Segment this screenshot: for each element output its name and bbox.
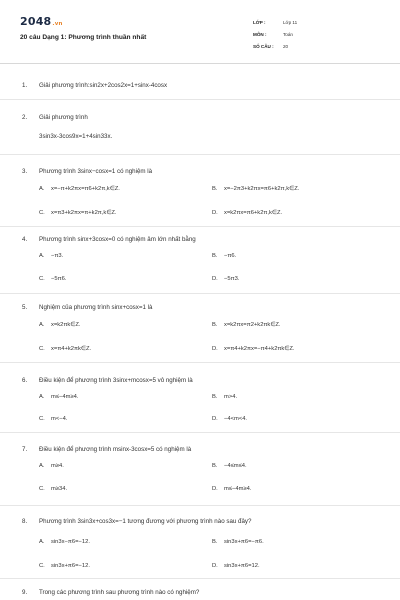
question-number: 9. [22,589,28,596]
option-text: x=−2π3+k2πx=π6+k2π,k∈Z. [224,186,300,192]
option-c[interactable] [39,276,66,283]
question-number: 6. [22,377,28,384]
worksheet-header [0,0,400,64]
option-letter: A. [39,253,45,259]
option-c[interactable] [39,210,117,217]
worksheet-meta [253,17,373,53]
meta-value: 20 [283,44,289,50]
option-text: −π6. [224,253,237,259]
meta-row-class [253,17,373,29]
option-a[interactable] [39,253,63,260]
option-d[interactable] [212,416,247,423]
option-letter: A. [39,463,45,469]
option-text: −5π6. [51,276,67,282]
option-letter: D. [212,486,218,492]
option-text: m≥34. [51,486,68,492]
option-a[interactable] [39,539,90,546]
option-d[interactable] [212,210,282,217]
option-a[interactable] [39,394,78,401]
meta-row-subject [253,29,373,41]
option-letter: C. [39,563,45,569]
question-6 [22,377,382,422]
option-text: m≤−4m≥4. [224,486,252,492]
question-1 [22,82,382,90]
option-letter: B. [212,322,218,328]
option-letter: B. [212,463,218,469]
question-text: Nghiệm của phương trình sinx+cosx=1 là [39,304,153,311]
option-letter: D. [212,563,218,569]
option-text: m<−4. [51,416,68,422]
divider [0,293,400,294]
option-a[interactable] [39,186,120,193]
site-logo[interactable] [20,15,63,29]
question-number: 8. [22,518,28,525]
option-text: −4≤m≤4. [224,463,247,469]
option-text: −π3. [51,253,64,259]
meta-value: Toán [283,32,293,38]
option-text: x=π3+k2πx=π+k2π,k∈Z. [51,210,117,216]
divider [0,362,400,363]
option-text: m≥4. [51,463,64,469]
question-number: 2. [22,114,28,121]
meta-label: MÔN : [253,32,267,38]
option-letter: C. [39,416,45,422]
option-text: x=k2πx=π6+k2π,k∈Z. [224,210,283,216]
option-text: sin3x+π6=−12. [51,563,90,569]
question-5 [22,304,382,352]
meta-label: SỐ CÂU : [253,44,274,50]
question-number: 1. [22,82,28,89]
question-7 [22,446,382,492]
option-text: x=−π+k2πx=π6+k2π,k∈Z. [51,186,120,192]
question-number: 3. [22,168,28,175]
option-d[interactable] [212,563,260,570]
question-number: 4. [22,236,28,243]
option-text: m≤−4m≥4. [51,394,79,400]
question-text: Phương trình 3sin3x+cos3x=−1 tương đương với phương trình nào sau đây? [39,518,252,525]
meta-label: LỚP : [253,20,266,26]
question-2 [22,114,382,141]
question-text: Điều kiện để phương trình 3sinx+mcosx=5 vô nghiệm là [39,377,193,384]
option-letter: A. [39,394,45,400]
option-text: x=π4+k2πx=−π4+k2πk∈Z. [224,346,295,352]
question-text: Giải phương trình [39,114,88,121]
option-text: sin3x+π6=12. [224,563,260,569]
worksheet-title: 20 câu Dạng 1: Phương trình thuần nhất [20,34,147,41]
option-c[interactable] [39,563,90,570]
option-letter: D. [212,210,218,216]
option-letter: D. [212,346,218,352]
question-4 [22,236,382,282]
logo-suffix: .vn [52,21,63,27]
question-text: Trong các phương trình sau phương trình nào có nghiệm? [39,589,200,596]
question-formula: 3sin3x-3cos9x=1+4sin33x. [39,132,113,140]
option-d[interactable] [212,276,239,283]
option-letter: C. [39,486,45,492]
option-letter: B. [212,253,218,259]
meta-row-count [253,41,373,53]
option-b[interactable] [212,463,247,470]
option-text: x=k2πk∈Z. [51,322,81,328]
option-d[interactable] [212,486,251,493]
option-c[interactable] [39,486,67,493]
logo-main: 2048 [20,15,52,28]
option-letter: A. [39,322,45,328]
question-number: 7. [22,446,28,453]
question-3 [22,168,382,216]
question-number: 5. [22,304,28,311]
option-b[interactable] [212,394,237,401]
option-b[interactable] [212,322,281,329]
option-c[interactable] [39,416,67,423]
option-text: −4<m<4. [224,416,248,422]
option-b[interactable] [212,539,264,546]
question-9 [22,589,382,597]
divider [0,226,400,227]
option-letter: C. [39,210,45,216]
option-letter: A. [39,186,45,192]
meta-value: Lớp 11 [283,20,298,26]
question-text: Phương trình sinx+3cosx=0 có nghiệm âm lớn nhất bằng [39,236,196,243]
option-letter: C. [39,346,45,352]
question-8 [22,518,382,569]
divider [0,99,400,100]
divider [0,432,400,433]
divider [0,578,400,579]
option-text: m>4. [224,394,238,400]
option-letter: D. [212,416,218,422]
question-text: Điều kiện để phương trình msinx-3cosx=5 có nghiệm là [39,446,192,453]
option-letter: B. [212,394,218,400]
option-letter: D. [212,276,218,282]
option-text: −5π3. [224,276,240,282]
option-b[interactable] [212,186,299,193]
question-text: Phương trình 3sinx−cosx=1 có nghiệm là [39,168,153,175]
option-d[interactable] [212,346,295,353]
option-c[interactable] [39,346,91,353]
question-text: Giải phương trình:sin2x+2cos2x=1+sinx-4cosx [39,82,168,89]
divider [0,505,400,506]
option-b[interactable] [212,253,236,260]
option-a[interactable] [39,463,64,470]
option-letter: B. [212,539,218,545]
option-letter: B. [212,186,218,192]
option-letter: A. [39,539,45,545]
option-text: sin3x+π6=−π6. [224,539,264,545]
option-text: sin3x−π6=−12. [51,539,90,545]
option-a[interactable] [39,322,81,329]
option-text: x=π4+k2πk∈Z. [51,346,92,352]
option-letter: C. [39,276,45,282]
divider [0,154,400,155]
option-text: x=k2πx=π2+k2πk∈Z. [224,322,281,328]
